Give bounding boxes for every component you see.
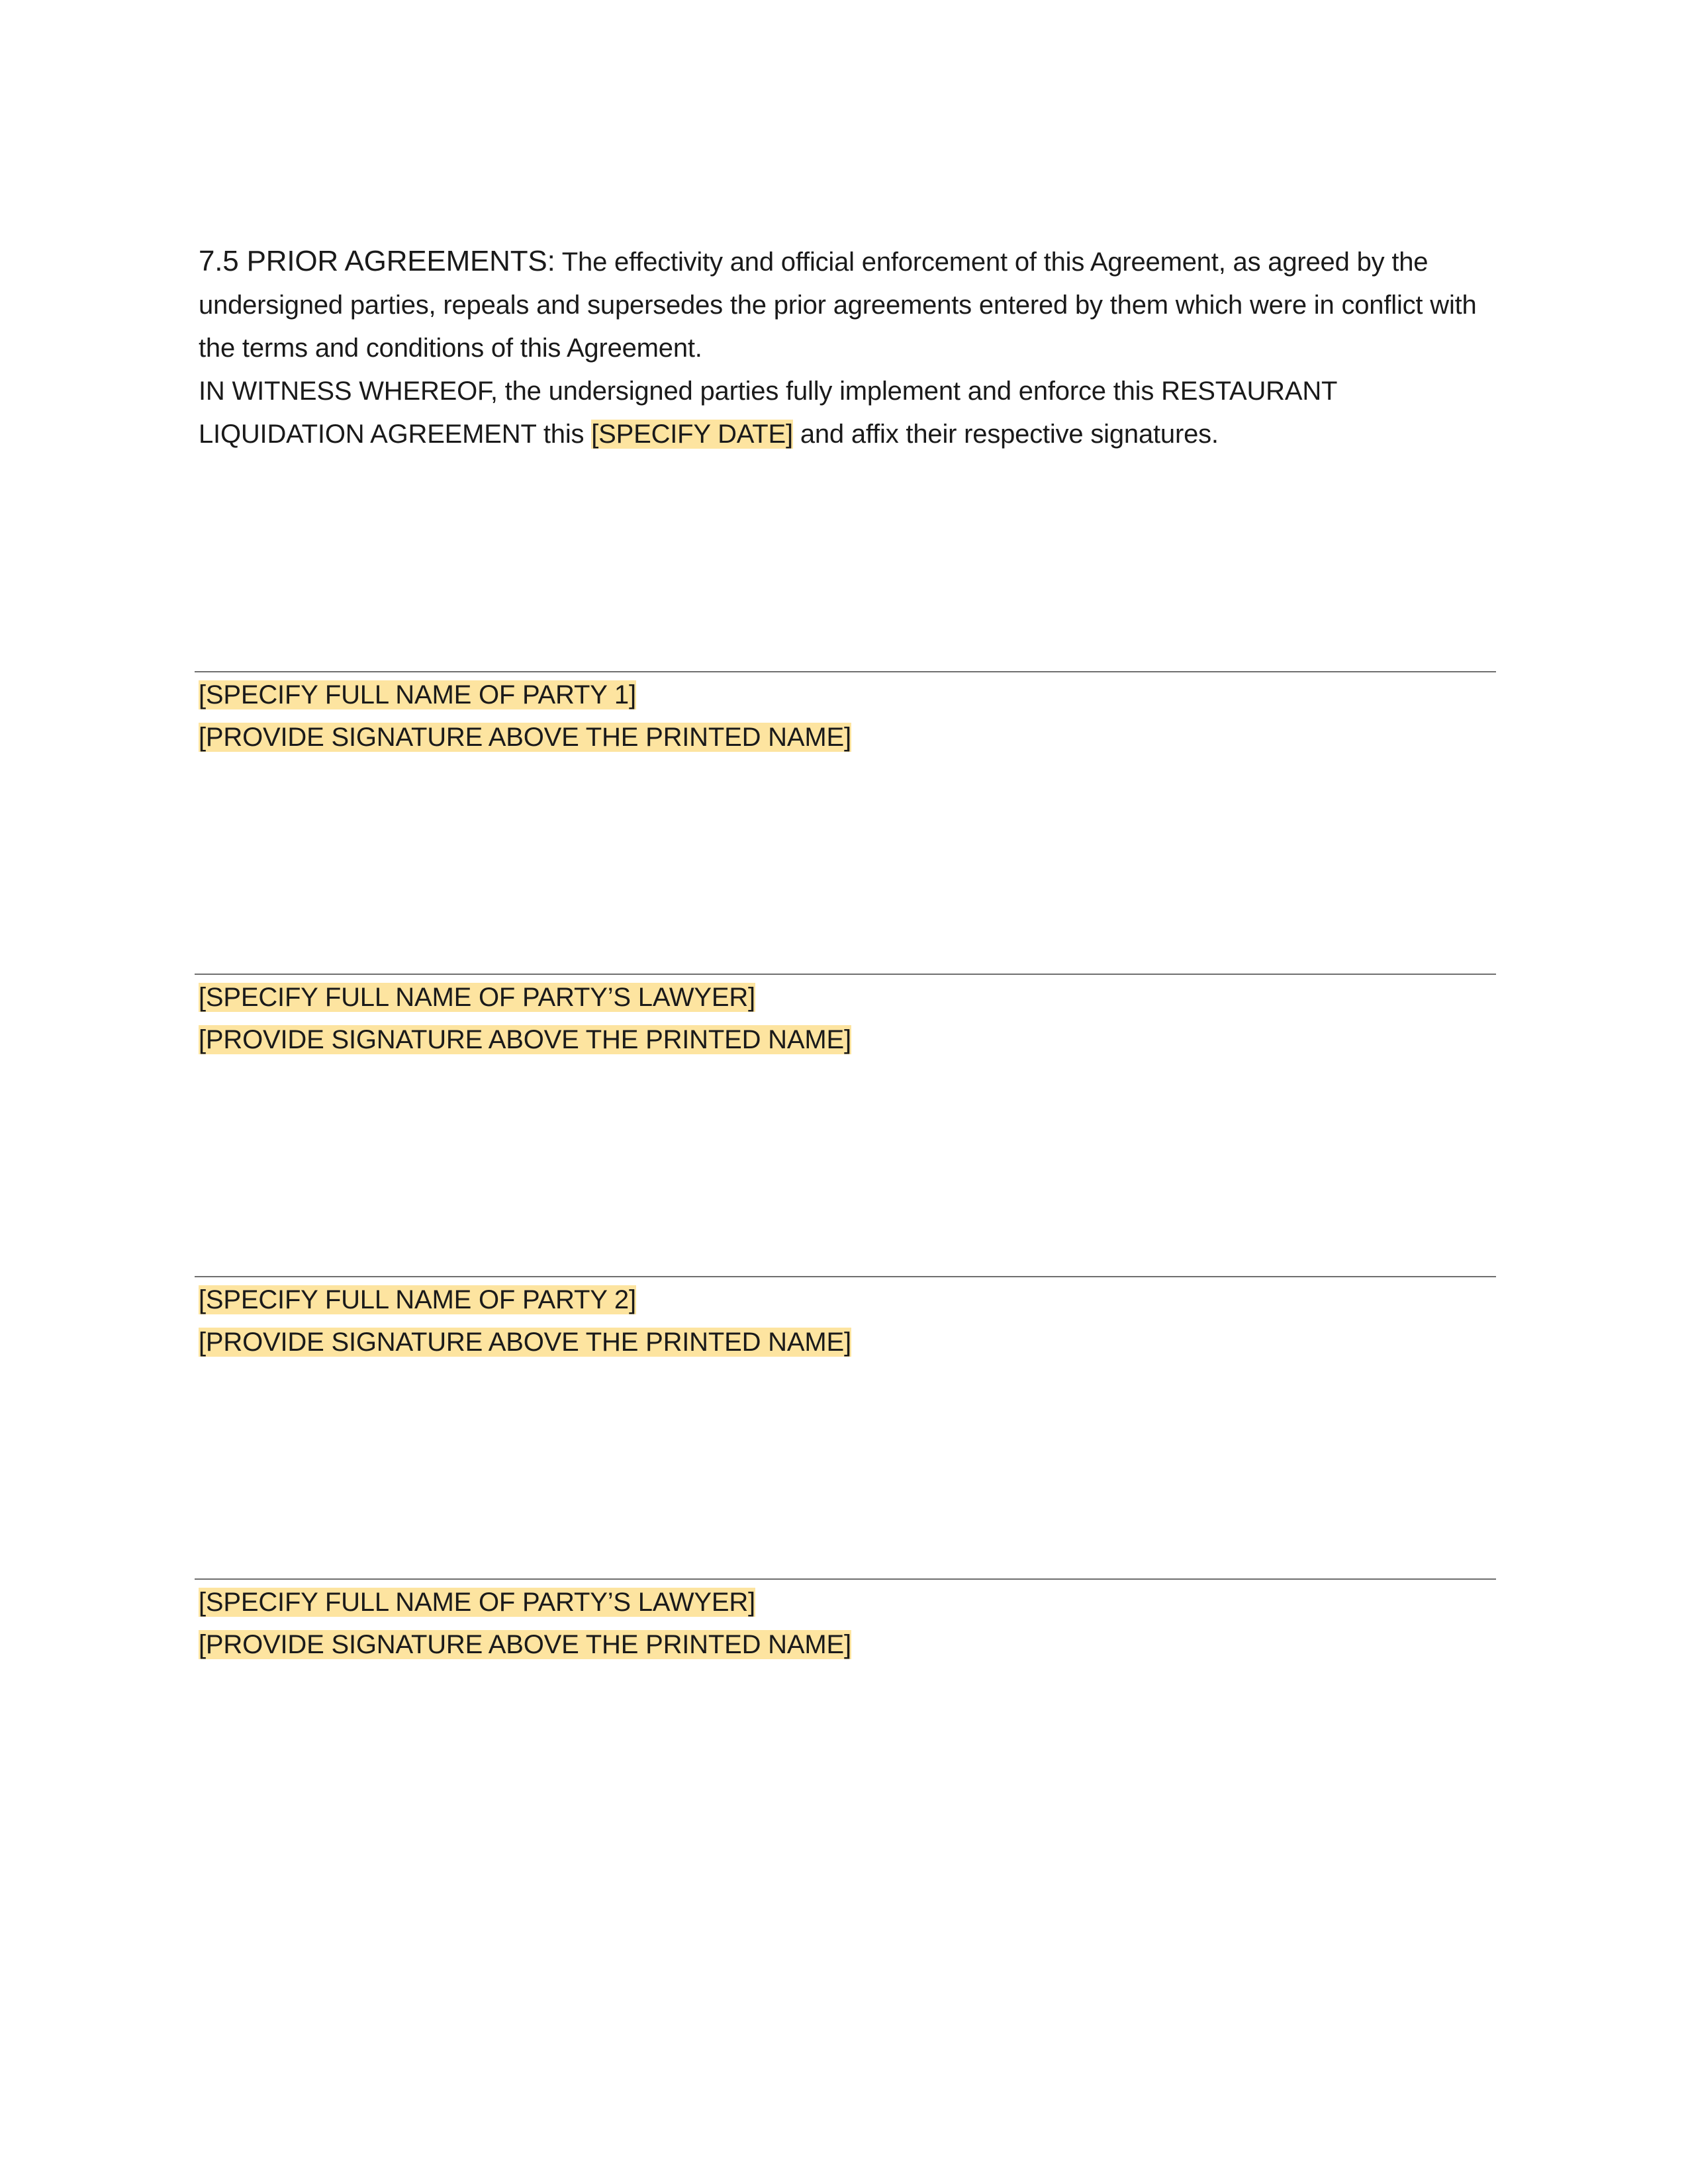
signature-instruction: [PROVIDE SIGNATURE ABOVE THE PRINTED NAME]: [199, 1025, 851, 1054]
signatory-name-placeholder: [SPECIFY FULL NAME OF PARTY’S LAWYER]: [199, 1588, 755, 1617]
date-placeholder: [SPECIFY DATE]: [591, 420, 793, 449]
signature-block-party-2-lawyer: [195, 1578, 1496, 1666]
signature-instruction: [PROVIDE SIGNATURE ABOVE THE PRINTED NAME]: [199, 1630, 851, 1659]
clause-paragraph: [199, 240, 1496, 370]
signatory-name-placeholder: [SPECIFY FULL NAME OF PARTY 2]: [199, 1285, 636, 1314]
signature-line: [195, 671, 1496, 672]
signature-text: [195, 976, 1496, 1061]
witness-text-before: IN WITNESS WHEREOF, the undersigned parties fully implement and enforce this RESTAURANT LIQUIDATION AGREEMENT this: [199, 377, 1337, 449]
signature-text: [195, 1279, 1496, 1363]
signature-block-party-1: [195, 671, 1496, 758]
signature-instruction: [PROVIDE SIGNATURE ABOVE THE PRINTED NAME]: [199, 1328, 851, 1357]
signature-text: [195, 1581, 1496, 1666]
witness-paragraph: [199, 370, 1496, 456]
clause-text: The effectivity and official enforcement of this Agreement, as agreed by the undersigned parties, repeals and supersedes the prior agreements entered by them which were in conflict with the terms and conditions of this Agreement.: [199, 248, 1477, 363]
document-body: [199, 240, 1496, 456]
signatory-name-placeholder: [SPECIFY FULL NAME OF PARTY 1]: [199, 680, 636, 709]
signature-line: [195, 974, 1496, 975]
signature-line: [195, 1276, 1496, 1277]
clause-heading: 7.5 PRIOR AGREEMENTS:: [199, 245, 555, 277]
signature-line: [195, 1578, 1496, 1580]
signature-text: [195, 674, 1496, 758]
witness-text-after: and affix their respective signatures.: [792, 420, 1219, 449]
signatory-name-placeholder: [SPECIFY FULL NAME OF PARTY’S LAWYER]: [199, 983, 755, 1012]
signature-block-party-2: [195, 1276, 1496, 1363]
signature-block-party-1-lawyer: [195, 974, 1496, 1061]
signature-instruction: [PROVIDE SIGNATURE ABOVE THE PRINTED NAME]: [199, 723, 851, 752]
